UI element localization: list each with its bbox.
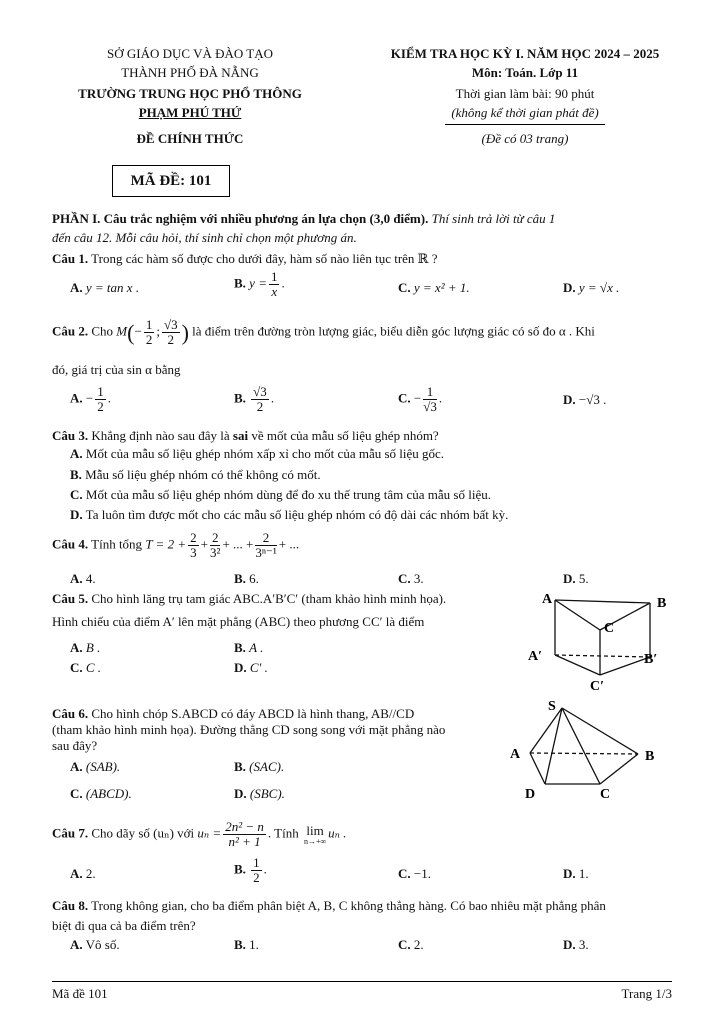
pyramid-label-c: C: [600, 787, 611, 802]
q8-option-c[interactable]: C. 2.: [398, 937, 424, 952]
q8-option-a[interactable]: A. Vô số.: [70, 937, 120, 952]
prism-label-b: B: [657, 596, 667, 611]
q2-option-d[interactable]: D. −√3 .: [563, 392, 607, 407]
q4-option-b[interactable]: B. 6.: [234, 571, 259, 586]
prism-label-a1: A′: [528, 649, 543, 664]
q3-option-c[interactable]: C. Mốt của mẫu số liệu ghép nhóm dùng để đo xu thế trung tâm của mẫu số liệu.: [70, 487, 491, 502]
question-2-line2: đó, giá trị của sin α bằng: [52, 362, 181, 377]
q1-option-d[interactable]: D. y = √x .: [563, 280, 620, 295]
q5-option-a[interactable]: A. B .: [70, 640, 101, 655]
question-5-line2: Hình chiếu của điểm A′ lên mặt phẳng (ABC) theo phương CC′ là điểm: [52, 614, 425, 629]
question-2: Câu 2. Cho M(− $\frac{1}{2}$ ; $\frac{√3}{2}$ ) là điểm trên đường tròn lượng giác, biểu diễn góc lượng giác có số đo α . Khi: [52, 317, 595, 347]
q5-option-b[interactable]: B. A .: [234, 640, 264, 655]
q6-option-c[interactable]: C. (ABCD).: [70, 786, 132, 801]
question-6: Câu 6. Cho hình chóp S.ABCD có đáy ABCD là hình thang, AB//CD: [52, 706, 415, 721]
q4-option-a[interactable]: A. 4.: [70, 571, 96, 586]
city-name: THÀNH PHỐ ĐÀ NẴNG: [121, 65, 259, 80]
question-5: Câu 5. Cho hình lăng trụ tam giác ABC.A′B′C′ (tham khảo hình minh họa).: [52, 591, 447, 606]
q8-option-d[interactable]: D. 3.: [563, 937, 589, 952]
question-4: Câu 4. Tính tổng T = 2 + $\frac{2}{3}$ + $\frac{2}{\text{3²}}$ + ... + $\frac{2}{\text{3ⁿ⁻¹}}$ + ...: [52, 530, 300, 560]
q6-option-d[interactable]: D. (SBC).: [234, 786, 285, 801]
prism-label-b1: B′: [644, 652, 658, 667]
part1-instruction: Thí sinh trả lời từ câu 1: [428, 211, 556, 226]
exam-code-box: MÃ ĐỀ: 101: [112, 165, 230, 197]
header-divider: [445, 124, 605, 125]
footer-page-number: Trang 1/3: [621, 986, 672, 1001]
page-count-note: (Đề có 03 trang): [481, 131, 569, 146]
q8-option-b[interactable]: B. 1.: [234, 937, 259, 952]
school-line-2: PHẠM PHÚ THỨ: [138, 105, 242, 120]
q7-option-c[interactable]: C. −1.: [398, 866, 431, 881]
question-7: Câu 7. Cho dãy số (uₙ) với uₙ = $\frac{\text{2n² − n}}{\text{n² + 1}}$ . Tính lim n→+∞ uₙ .: [52, 819, 347, 849]
duration-note: (không kể thời gian phát đề): [451, 105, 599, 120]
q1-option-b[interactable]: B. y = $\frac{1}{x}$ .: [234, 269, 285, 299]
pyramid-label-a: A: [510, 747, 521, 762]
pyramid-label-d: D: [525, 787, 536, 802]
pyramid-figure: [500, 696, 670, 804]
pyramid-label-s: S: [548, 699, 556, 714]
q1-option-c[interactable]: C. y = x² + 1.: [398, 280, 470, 295]
prism-label-c: C: [604, 621, 615, 636]
official-exam-label: ĐỀ CHÍNH THỨC: [136, 131, 244, 146]
q4-option-c[interactable]: C. 3.: [398, 571, 424, 586]
q7-option-b[interactable]: B. $\frac{1}{2}$ .: [234, 855, 267, 885]
question-8: Câu 8. Trong không gian, cho ba điểm phân biệt A, B, C không thẳng hàng. Có bao nhiêu mặt phẳng phân: [52, 898, 606, 913]
question-6-line2: (tham khảo hình minh họa). Đường thẳng CD song song với mặt phẳng nào: [52, 722, 446, 737]
footer-exam-code: Mã đề 101: [52, 986, 108, 1001]
duration: Thời gian làm bài: 90 phút: [455, 86, 595, 101]
q3-option-a[interactable]: A. Mốt của mẫu số liệu ghép nhóm xấp xỉ cho mốt của mẫu số liệu gốc.: [70, 446, 445, 461]
q7-option-d[interactable]: D. 1.: [563, 866, 589, 881]
q6-option-b[interactable]: B. (SAC).: [234, 759, 285, 774]
part1-instruction-line2: đến câu 12. Mỗi câu hỏi, thí sinh chỉ chọn một phương án.: [52, 230, 357, 245]
school-line-1: TRƯỜNG TRUNG HỌC PHỔ THÔNG: [78, 86, 302, 101]
question-3: Câu 3. Khẳng định nào sau đây là sai về mốt của mẫu số liệu ghép nhóm?: [52, 428, 439, 443]
pyramid-label-b: B: [645, 749, 655, 764]
q5-option-c[interactable]: C. C .: [70, 660, 102, 675]
question-1: Câu 1. Trong các hàm số được cho dưới đây, hàm số nào liên tục trên ℝ ?: [52, 251, 438, 266]
footer-rule: [52, 981, 672, 982]
q2-option-a[interactable]: A. − $\frac{1}{2}$ .: [70, 384, 111, 414]
q3-option-b[interactable]: B. Mẫu số liệu ghép nhóm có thể không có mốt.: [70, 467, 321, 482]
q7-option-a[interactable]: A. 2.: [70, 866, 96, 881]
department-name: SỞ GIÁO DỤC VÀ ĐÀO TẠO: [107, 46, 273, 61]
question-6-line3: sau đây?: [52, 738, 98, 753]
question-8-line2: biệt đi qua cả ba điểm trên?: [52, 918, 196, 933]
part1-title: PHẦN I. Câu trắc nghiệm với nhiều phương án lựa chọn (3,0 điểm).: [52, 211, 429, 226]
q4-option-d[interactable]: D. 5.: [563, 571, 589, 586]
q2-option-c[interactable]: C. − $\frac{1}{√3}$ .: [398, 384, 443, 414]
prism-figure: [520, 585, 700, 695]
q5-option-d[interactable]: D. C′ .: [234, 660, 268, 675]
q6-option-a[interactable]: A. (SAB).: [70, 759, 121, 774]
exam-title: KIỂM TRA HỌC KỲ I. NĂM HỌC 2024 – 2025: [390, 46, 660, 61]
q1-option-a[interactable]: A. y = tan x .: [70, 280, 140, 295]
part1-heading: [52, 209, 672, 228]
q2-option-b[interactable]: B. $\frac{√3}{2}$ .: [234, 384, 275, 414]
prism-label-a: A: [542, 592, 553, 607]
q3-option-d[interactable]: D. Ta luôn tìm được mốt cho các mẫu số liệu ghép nhóm có độ dài các nhóm bất kỳ.: [70, 507, 509, 522]
prism-label-c1: C′: [590, 679, 605, 694]
subject: Môn: Toán. Lớp 11: [471, 65, 579, 80]
